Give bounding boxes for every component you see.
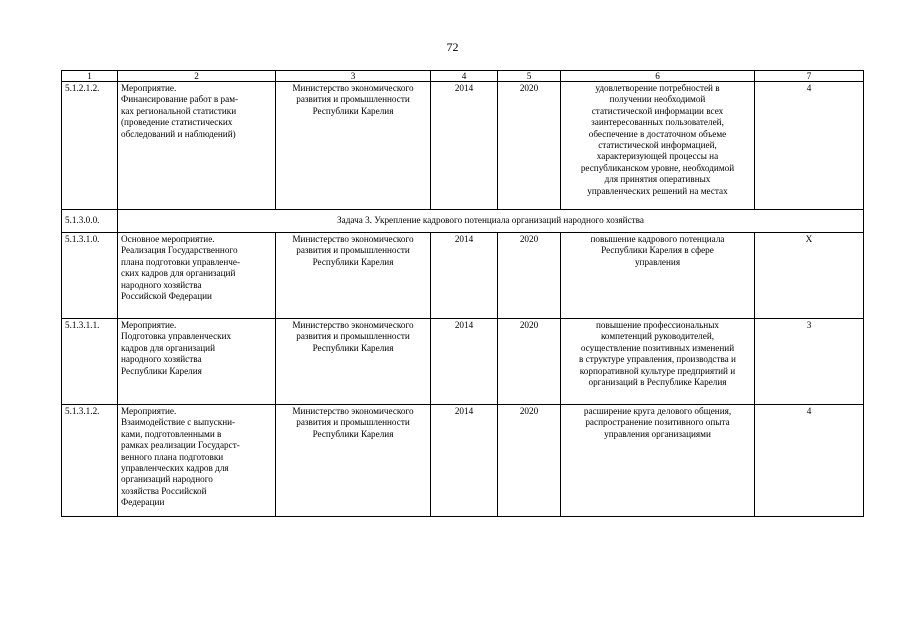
column-header-2: 2	[118, 71, 276, 82]
activity-line: плана подготовки управленче-	[121, 256, 241, 267]
indicator: 3	[755, 319, 864, 405]
result-line: управленческих решений на местах	[587, 185, 728, 196]
result-line: получении необходимой	[609, 94, 706, 105]
row-code: 5.1.3.0.0.	[62, 210, 118, 233]
row-code: 5.1.3.1.1.	[62, 319, 118, 405]
activity-line: Российской Федерации	[121, 291, 212, 302]
activity-line: Финансирование работ в рам-	[121, 94, 239, 105]
activity-line: народного хозяйства	[121, 354, 202, 365]
result-line: удовлетворение потребностей в	[595, 83, 720, 93]
executor-line: развития и промышленности	[296, 245, 410, 256]
column-header-6: 6	[561, 71, 755, 82]
column-header-3: 3	[276, 71, 431, 82]
start-year: 2014	[431, 82, 498, 210]
start-year: 2014	[431, 405, 498, 517]
executor-line: Министерство экономического	[292, 406, 414, 416]
result-line: управления	[634, 256, 681, 267]
end-year: 2020	[498, 319, 561, 405]
executor-line: Министерство экономического	[292, 234, 414, 244]
result-line: в структуре управления, производства и	[579, 354, 736, 365]
executor-line: Республики Карелия	[312, 342, 394, 353]
activity-line: Федерации	[121, 497, 165, 508]
column-header-1: 1	[62, 71, 118, 82]
executor-line: развития и промышленности	[296, 331, 410, 342]
expected-result	[561, 233, 755, 319]
activity-line: народного хозяйства	[121, 279, 202, 290]
start-year: 2014	[431, 319, 498, 405]
expected-result	[561, 319, 755, 405]
end-year: 2020	[498, 82, 561, 210]
executor	[276, 82, 431, 210]
end-year: 2020	[498, 233, 561, 319]
executor-line: Министерство экономического	[292, 83, 414, 93]
row-code: 5.1.2.1.2.	[62, 82, 118, 210]
result-line: осуществление позитивных изменений	[580, 342, 735, 353]
executor-line: развития и промышленности	[296, 94, 410, 105]
activity-line: Взаимодействие с выпускни-	[121, 417, 236, 428]
activity-line: ках региональной статистики	[121, 105, 237, 116]
activity-name	[118, 82, 276, 210]
expected-result	[561, 405, 755, 517]
activity-line: рамках реализации Государст-	[121, 440, 240, 451]
result-line: корпоративной культуре предприятий и	[579, 365, 736, 376]
activity-line: Реализация Государственного	[121, 245, 238, 256]
activity-line: Подготовка управленческих	[121, 331, 232, 342]
table-row	[62, 82, 864, 210]
table-row	[62, 233, 864, 319]
result-line: организаций в Республике Карелия	[588, 377, 727, 388]
activity-line: хозяйства Российской	[121, 485, 207, 496]
activity-line: Мероприятие.	[121, 406, 177, 416]
result-line: Республики Карелия в сфере	[601, 245, 714, 256]
result-line: управления организациями	[604, 428, 711, 439]
column-header-5: 5	[498, 71, 561, 82]
indicator: Х	[755, 233, 864, 319]
result-line: расширение круга делового общения,	[583, 406, 732, 416]
executor	[276, 319, 431, 405]
activity-line: организаций народного	[121, 474, 213, 485]
executor-line: развития и промышленности	[296, 417, 410, 428]
result-line: повышение профессиональных	[596, 320, 719, 330]
task-title: Задача 3. Укрепление кадрового потенциала организаций народного хозяйства	[118, 210, 864, 233]
result-line: статистической информации всех	[591, 105, 724, 116]
result-line: повышение кадрового потенциала	[590, 234, 725, 244]
activity-line: (проведение статистических	[121, 117, 233, 128]
activity-line: Основное мероприятие.	[121, 234, 215, 244]
executor-line: Республики Карелия	[312, 256, 394, 267]
result-line: обеспечение в достаточном объеме	[588, 128, 727, 139]
result-line: компетенций руководителей,	[600, 331, 715, 342]
activity-line: венного плана подготовки	[121, 451, 224, 462]
table-row	[62, 405, 864, 517]
activity-name	[118, 405, 276, 517]
activity-line: Республики Карелия	[121, 365, 202, 376]
activity-line: ками, подготовленными в	[121, 428, 222, 439]
indicator: 4	[755, 82, 864, 210]
executor	[276, 233, 431, 319]
result-line: распространение позитивного опыта	[585, 417, 730, 428]
result-line: характеризующей процессы на	[596, 151, 719, 162]
executor-line: Республики Карелия	[312, 428, 394, 439]
executor-line: Республики Карелия	[312, 105, 394, 116]
result-line: статистической информацией,	[598, 140, 717, 151]
result-line: заинтересованных пользователей,	[591, 117, 724, 128]
executor-line: Министерство экономического	[292, 320, 414, 330]
activity-line: Мероприятие.	[121, 83, 177, 93]
activity-line: кадров для организаций	[121, 342, 216, 353]
activity-line: обследований и наблюдений)	[121, 128, 236, 139]
end-year: 2020	[498, 405, 561, 517]
activity-line: ских кадров для организаций	[121, 268, 236, 279]
row-code: 5.1.3.1.2.	[62, 405, 118, 517]
activity-name	[118, 233, 276, 319]
page-number: 72	[446, 40, 459, 54]
expected-result	[561, 82, 755, 210]
executor	[276, 405, 431, 517]
table-header-row	[62, 71, 864, 82]
result-line: для принятия оперативных	[604, 174, 711, 185]
task-row	[62, 210, 864, 233]
column-header-4: 4	[431, 71, 498, 82]
start-year: 2014	[431, 233, 498, 319]
table-row	[62, 319, 864, 405]
activity-name	[118, 319, 276, 405]
program-table	[61, 70, 864, 517]
column-header-7: 7	[755, 71, 864, 82]
result-line: республиканском уровне, необходимой	[580, 162, 735, 173]
row-code: 5.1.3.1.0.	[62, 233, 118, 319]
activity-line: Мероприятие.	[121, 320, 177, 330]
indicator: 4	[755, 405, 864, 517]
activity-line: управленческих кадров для	[121, 463, 229, 474]
